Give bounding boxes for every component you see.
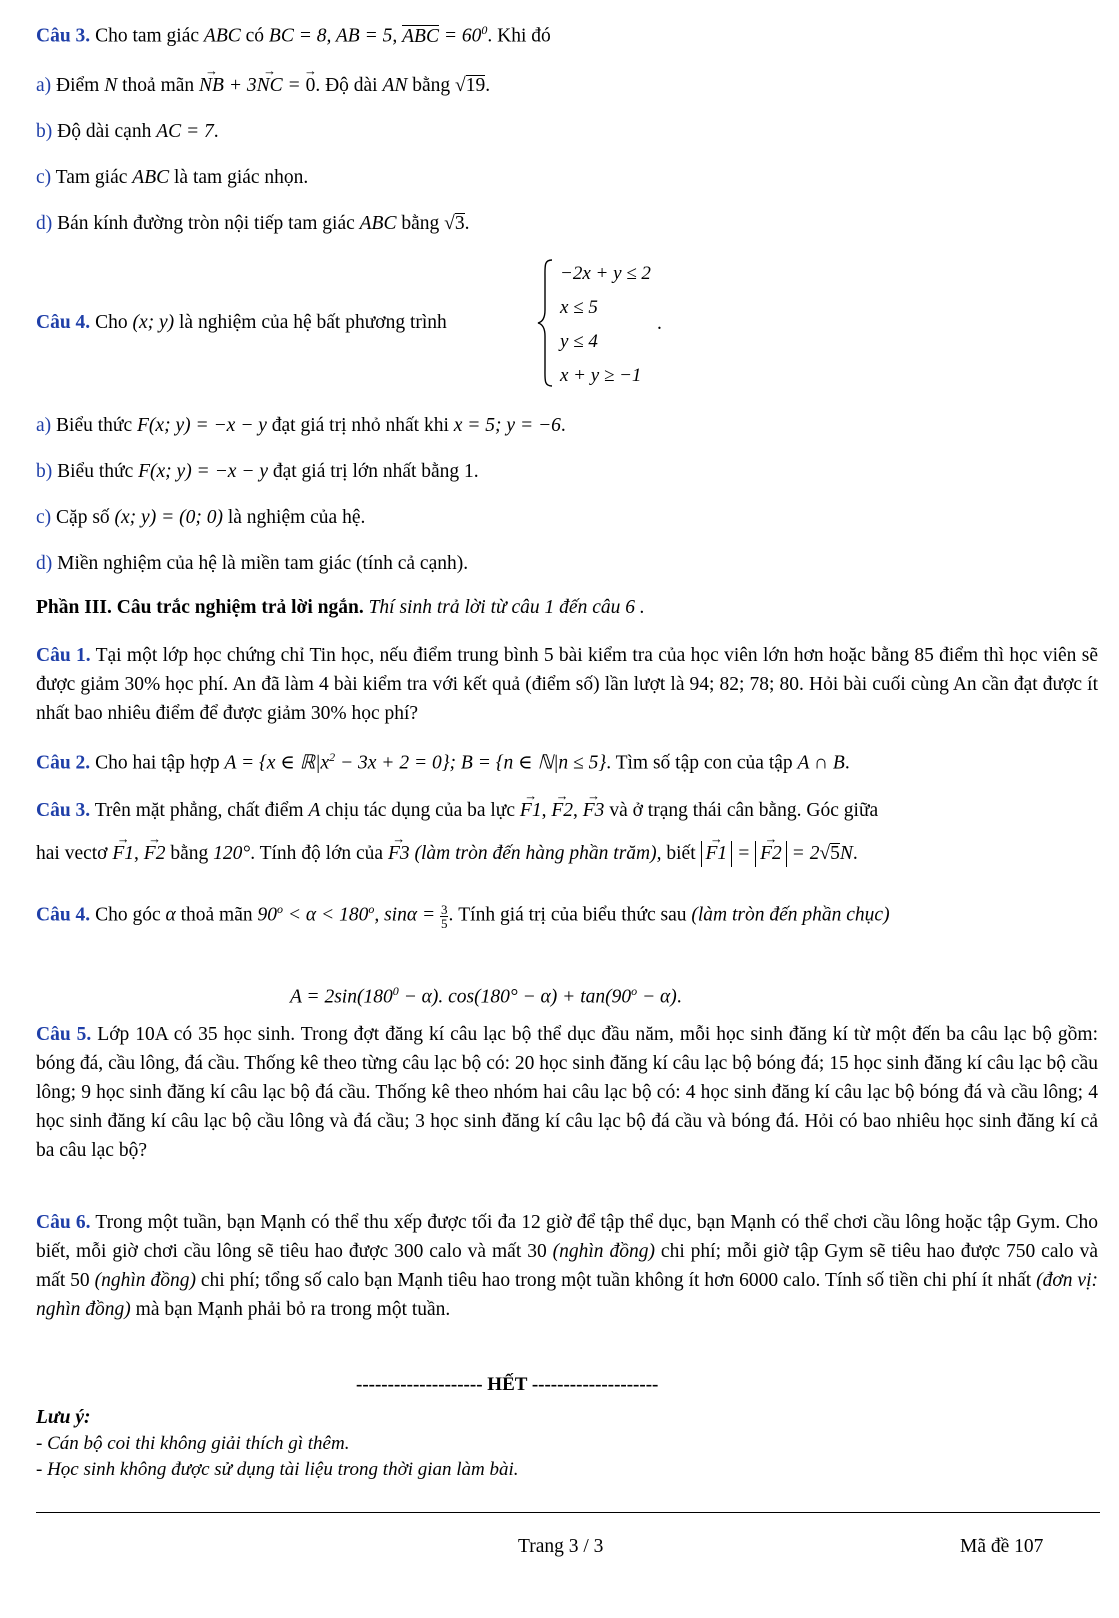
q3-stem: Câu 3. Cho tam giác ABC có BC = 8, AB = 5, ABC = $60^0$. Khi đó	[36, 23, 551, 47]
end-mark: -------------------- HẾT --------------------	[356, 1374, 659, 1395]
p3-question-1: Câu 1. Tại một lớp học chứng chỉ Tin học, nếu điểm trung bình 5 bài kiểm tra của học viên lớn hơn hoặc bằng 85 điểm thì học viên sẽ được giảm 30% học phí. An đã làm 4 bài kiểm tra với kết quả (điểm số) lần lượt là 94; 82; 78; 80. Hỏi bài cuối cùng An cần đạt được ít nhất bao nhiêu điểm để được giảm 30% học phí?	[36, 645, 1098, 724]
q4-option-c: c) Cặp số (x; y) = (0; 0) là nghiệm của hệ.	[36, 507, 366, 528]
note-2: - Học sinh không được sử dụng tài liệu trong thời gian làm bài.	[36, 1459, 519, 1480]
p3-question-6: Câu 6. Trong một tuần, bạn Mạnh có thể thu xếp được tối đa 12 giờ để tập thể dục, bạn Mạnh có thể chơi cầu lông hoặc tập Gym. Cho biết, mỗi giờ chơi cầu lông sẽ tiêu hao được 300 calo và mất 30 (nghìn đồng) chi phí; mỗi giờ tập Gym sẽ tiêu hao được 750 calo và mất 50 (nghìn đồng) chi phí; tổng số calo bạn Mạnh tiêu hao trong một tuần không ít hơn 6000 calo. Tính số tiền chi phí ít nhất (đơn vị: nghìn đồng) mà bạn Mạnh phải bỏ ra trong một tuần.	[36, 1212, 1099, 1320]
q4-option-b: b) Biểu thức F(x; y) = −x − y đạt giá trị lớn nhất bằng 1.	[36, 461, 479, 482]
q4-option-a: a) Biểu thức F(x; y) = −x − y đạt giá trị nhỏ nhất khi x = 5; y = −6.	[36, 415, 566, 436]
notes-title: Lưu ý:	[36, 1407, 91, 1428]
q4-option-d: d) Miền nghiệm của hệ là miền tam giác (tính cả cạnh).	[36, 553, 469, 574]
p3-question-2: Câu 2. Cho hai tập hợp A = {x ∈ $ℝ|x^2 - 3x + 2 = 0$}; B = {n ∈ ℕ|n ≤ 5}. Tìm số tập con của tập A ∩ B.	[36, 750, 850, 774]
p3-question-5: Câu 5. Lớp 10A có 35 học sinh. Trong đợt đăng kí câu lạc bộ thể dục đầu năm, mỗi học sinh đăng kí từ một đến ba câu lạc bộ gồm: bóng đá, cầu lông, đá cầu. Thống kê theo từng câu lạc bộ có: 20 học sinh đăng kí câu lạc bộ bóng đá; 15 học sinh đăng kí câu lạc bộ cầu lông; 9 học sinh đăng kí câu lạc bộ đá cầu. Thống kê theo nhóm hai câu lạc bộ có: 4 học sinh đăng kí câu lạc bộ bóng đá và cầu lông; 4 học sinh đăng kí câu lạc bộ cầu lông và đá cầu; 3 học sinh đăng kí câu lạc bộ đá cầu và bóng đá. Hỏi có bao nhiêu học sinh đăng kí cả ba câu lạc bộ?	[36, 1024, 1098, 1161]
left-brace-icon	[536, 258, 554, 388]
footer-divider	[36, 1512, 1100, 1513]
q3-option-d: d) Bán kính đường tròn nội tiếp tam giác ABC bằng √3.	[36, 213, 470, 234]
page-number: Trang 3 / 3	[518, 1536, 604, 1557]
q4-stem: Câu 4. Cho (x; y) là nghiệm của hệ bất phương trình	[36, 312, 447, 333]
q3-option-a: a) Điểm N thoả mãn → NB + 3→ NC = → 0. Độ dài AN bằng √19.	[36, 74, 490, 98]
note-1: - Cán bộ coi thi không giải thích gì thêm.	[36, 1433, 350, 1454]
q3-option-b: b) Độ dài cạnh AC = 7.	[36, 121, 219, 142]
fraction-3-5: $\frac{3}{5}$	[440, 901, 448, 931]
exam-code: Mã đề 107	[960, 1536, 1044, 1557]
p3-question-3-line2: hai vectơ → F1, → F2 bằng 120°. Tính độ lớn của → F3 (làm tròn đến hàng phần trăm), biết → F1 = → F2 = 2√5N.	[36, 841, 858, 867]
p3-question-3-line1: Câu 3. Trên mặt phẳng, chất điểm A chịu tác dụng của ba lực → F1, → F2, → F3 và ở trạng thái cân bằng. Góc giữa	[36, 799, 878, 823]
p3-question-4: Câu 4. Cho góc α thoả mãn $90^o < \alpha < 180^o$, sinα = $\frac{3}{5}$ . Tính giá trị của biểu thức sau (làm tròn đến phần chục)	[36, 901, 890, 931]
part3-heading: Phần III. Câu trắc nghiệm trả lời ngắn. Thí sinh trả lời từ câu 1 đến câu 6 .	[36, 597, 645, 618]
inequality-system: −2x + y ≤ 2 x ≤ 5 y ≤ 4 x + y ≥ −1	[560, 263, 651, 386]
p3-question-4-formula: $A = 2\sin(180^0 - \alpha)$. $\cos(180^\circ - \alpha) + \tan(90^o - \alpha)$.	[290, 984, 682, 1008]
system-period: .	[657, 313, 662, 334]
q3-option-c: c) Tam giác ABC là tam giác nhọn.	[36, 167, 309, 188]
